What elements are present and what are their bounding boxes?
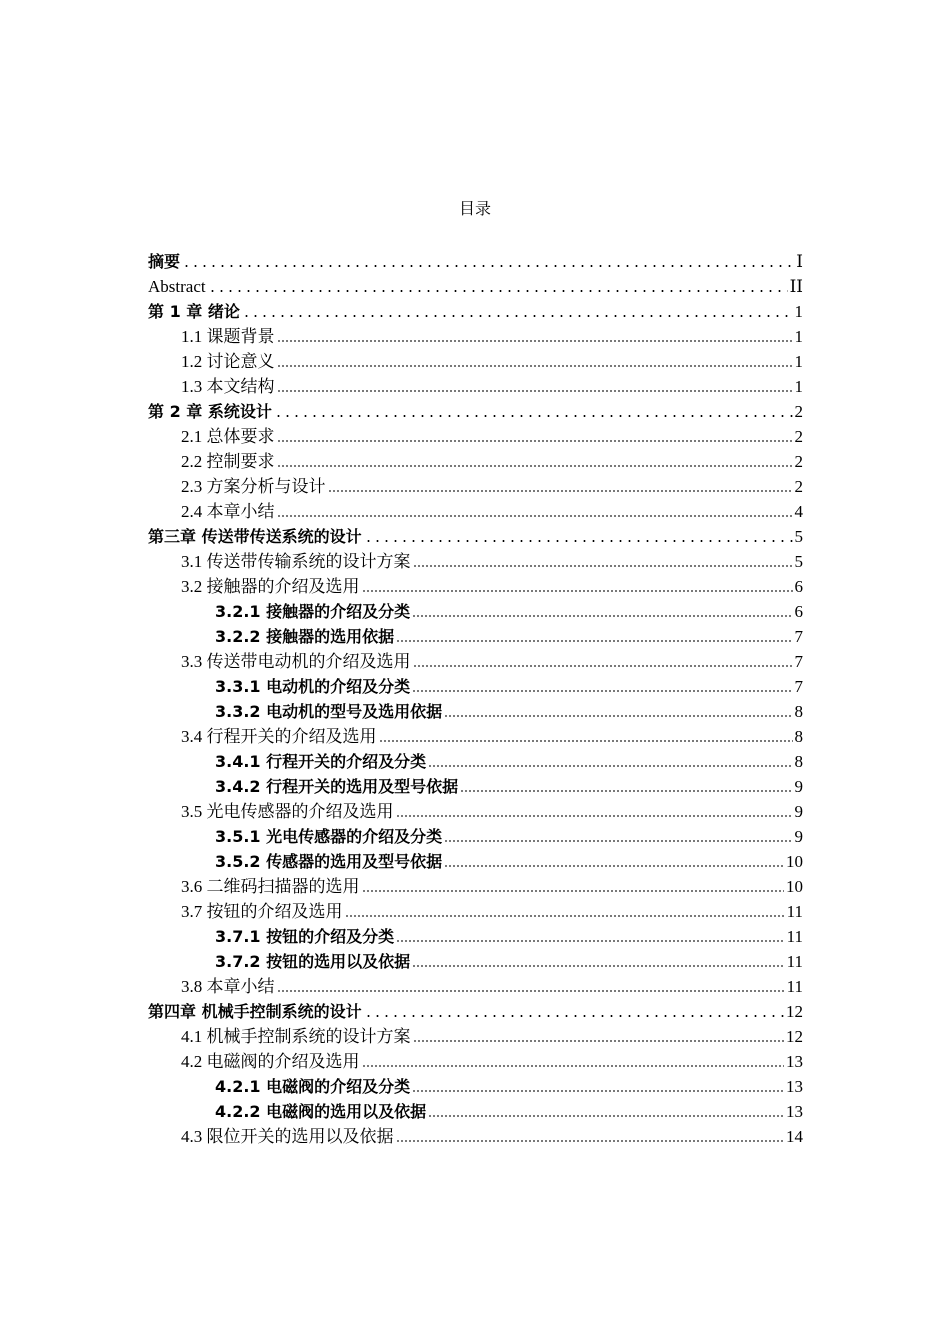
toc-entry[interactable] [148,1098,803,1123]
toc-entry[interactable] [148,673,803,698]
toc-entry-label: 3.7 按钮的介绍及选用 [181,902,343,921]
toc-leader-dots [242,314,793,318]
toc-entry[interactable] [148,948,803,973]
toc-entry[interactable] [148,573,803,598]
toc-entry-page: 5 [794,552,803,571]
toc-entry-label: 3.3 传送带电动机的介绍及选用 [181,652,411,671]
toc-entry-page: 1 [794,377,803,396]
toc-entry-page: 5 [794,527,803,546]
toc-entry[interactable] [148,648,803,673]
toc-entry-label: 4.3 限位开关的选用以及依据 [181,1127,394,1146]
toc-leader-dots [428,1114,784,1118]
toc-leader-dots [412,614,792,618]
toc-leader-dots [460,789,792,793]
toc-leader-dots [396,1139,785,1143]
toc-entry-page: 11 [786,927,803,946]
toc-entry-page: 13 [786,1077,803,1096]
toc-entry-label: 3.1 传送带传输系统的设计方案 [181,552,411,571]
toc-entry[interactable] [148,998,803,1023]
toc-leader-dots [379,739,793,743]
toc-leader-dots [364,539,793,543]
toc-entry-page: 7 [794,652,803,671]
toc-entry[interactable] [148,773,803,798]
toc-entry-label: 第四章 机械手控制系统的设计 [148,1002,362,1021]
toc-leader-dots [277,339,793,343]
toc-entry[interactable] [148,548,803,573]
toc-entry[interactable] [148,1123,803,1148]
toc-entry-page: Ⅰ [796,252,803,271]
toc-leader-dots [412,689,792,693]
toc-entry-label: 3.2.2 接触器的选用依据 [215,627,395,646]
toc-leader-dots [182,264,794,268]
toc-entry[interactable] [148,298,803,323]
toc-entry[interactable] [148,823,803,848]
toc-leader-dots [396,939,784,943]
toc-leader-dots [444,714,792,718]
toc-entry-page: 1 [794,352,803,371]
toc-entry-label: Abstract [148,277,206,296]
toc-entry-label: 1.2 讨论意义 [181,352,275,371]
toc-entry-label: 4.2.2 电磁阀的选用以及依据 [215,1102,427,1121]
toc-entry[interactable] [148,798,803,823]
toc-entry-page: 8 [794,702,803,721]
toc-entry-label: 4.1 机械手控制系统的设计方案 [181,1027,411,1046]
toc-entry-page: 7 [794,627,803,646]
toc-entry-page: 6 [794,577,803,596]
toc-entry-page: 2 [794,477,803,496]
toc-entry-label: 3.2.1 接触器的介绍及分类 [215,602,411,621]
toc-entry[interactable] [148,698,803,723]
toc-entry-label: 3.6 二维码扫描器的选用 [181,877,360,896]
toc-leader-dots [277,439,793,443]
toc-entry-label: 3.5.2 传感器的选用及型号依据 [215,852,443,871]
toc-entry-label: 摘要 [148,252,181,271]
toc-entry-label: 2.3 方案分析与设计 [181,477,326,496]
toc-entry-label: 2.2 控制要求 [181,452,275,471]
toc-leader-dots [412,964,784,968]
toc-entry-label: 3.2 接触器的介绍及选用 [181,577,360,596]
toc-leader-dots [277,364,793,368]
toc-entry[interactable] [148,323,803,348]
toc-entry-page: 9 [794,777,803,796]
toc-entry-page: 11 [786,977,803,996]
toc-entry[interactable] [148,373,803,398]
toc-entry-page: 8 [794,727,803,746]
toc-leader-dots [277,514,793,518]
toc-entry-page: 9 [794,827,803,846]
toc-entry[interactable] [148,1048,803,1073]
toc-leader-dots [444,864,784,868]
toc-entry-label: 3.5.1 光电传感器的介绍及分类 [215,827,443,846]
toc-entry[interactable] [148,423,803,448]
table-of-contents [148,248,803,1148]
toc-entry-page: 8 [794,752,803,771]
toc-entry-label: 3.5 光电传感器的介绍及选用 [181,802,394,821]
toc-entry[interactable] [148,473,803,498]
toc-entry-page: 1 [794,302,803,321]
toc-entry-label: 3.8 本章小结 [181,977,275,996]
toc-entry-page: 2 [794,452,803,471]
toc-leader-dots [345,914,785,918]
toc-leader-dots [362,589,793,593]
toc-entry-page: 12 [786,1002,803,1021]
toc-leader-dots [362,1064,785,1068]
toc-leader-dots [412,1089,784,1093]
toc-entry-page: 13 [786,1102,803,1121]
toc-entry[interactable] [148,248,803,273]
toc-entry-label: 1.1 课题背景 [181,327,275,346]
toc-entry-page: 10 [786,852,803,871]
toc-entry-page: 2 [794,427,803,446]
toc-entry[interactable] [148,448,803,473]
toc-entry-label: 第 1 章 绪论 [148,302,240,321]
toc-leader-dots [396,639,792,643]
toc-entry[interactable] [148,623,803,648]
toc-entry-label: 3.3.2 电动机的型号及选用依据 [215,702,443,721]
toc-entry[interactable] [148,748,803,773]
toc-leader-dots [396,814,793,818]
toc-entry[interactable] [148,923,803,948]
toc-entry-label: 2.1 总体要求 [181,427,275,446]
toc-leader-dots [274,414,793,418]
toc-entry[interactable] [148,873,803,898]
toc-entry[interactable] [148,398,803,423]
page-title: 目录 [458,201,491,218]
toc-leader-dots [364,1014,784,1018]
toc-entry-page: 14 [786,1127,803,1146]
toc-entry[interactable] [148,898,803,923]
toc-leader-dots [444,839,792,843]
toc-entry[interactable] [148,348,803,373]
toc-entry-page: 2 [794,402,803,421]
toc-entry[interactable] [148,848,803,873]
toc-entry[interactable] [148,498,803,523]
toc-entry-page: ⅠⅠ [789,277,803,296]
toc-entry-label: 4.2 电磁阀的介绍及选用 [181,1052,360,1071]
toc-entry[interactable] [148,598,803,623]
toc-leader-dots [413,564,793,568]
toc-entry-label: 3.7.1 按钮的介绍及分类 [215,927,395,946]
toc-leader-dots [328,489,793,493]
toc-entry-label: 3.4 行程开关的介绍及选用 [181,727,377,746]
toc-leader-dots [277,464,793,468]
toc-entry-label: 1.3 本文结构 [181,377,275,396]
toc-entry[interactable] [148,523,803,548]
toc-entry[interactable] [148,723,803,748]
toc-entry[interactable] [148,1073,803,1098]
toc-leader-dots [413,664,793,668]
toc-entry-label: 3.4.2 行程开关的选用及型号依据 [215,777,459,796]
toc-entry-page: 9 [794,802,803,821]
toc-entry[interactable] [148,1023,803,1048]
toc-entry-label: 3.7.2 按钮的选用以及依据 [215,952,411,971]
toc-entry-page: 11 [786,902,803,921]
toc-entry-page: 11 [786,952,803,971]
toc-entry-page: 13 [786,1052,803,1071]
toc-entry-page: 4 [794,502,803,521]
toc-entry[interactable] [148,973,803,998]
toc-entry-page: 12 [786,1027,803,1046]
toc-leader-dots [413,1039,785,1043]
toc-entry-label: 第 2 章 系统设计 [148,402,272,421]
toc-entry[interactable] [148,273,803,298]
toc-leader-dots [277,389,793,393]
toc-entry-label: 2.4 本章小结 [181,502,275,521]
toc-leader-dots [277,989,785,993]
toc-leader-dots [208,289,788,293]
toc-entry-label: 第三章 传送带传送系统的设计 [148,527,362,546]
toc-entry-page: 1 [794,327,803,346]
toc-entry-page: 6 [794,602,803,621]
toc-leader-dots [428,764,792,768]
toc-leader-dots [362,889,785,893]
toc-entry-label: 3.4.1 行程开关的介绍及分类 [215,752,427,771]
toc-entry-page: 10 [786,877,803,896]
toc-entry-label: 4.2.1 电磁阀的介绍及分类 [215,1077,411,1096]
toc-entry-label: 3.3.1 电动机的介绍及分类 [215,677,411,696]
toc-entry-page: 7 [794,677,803,696]
